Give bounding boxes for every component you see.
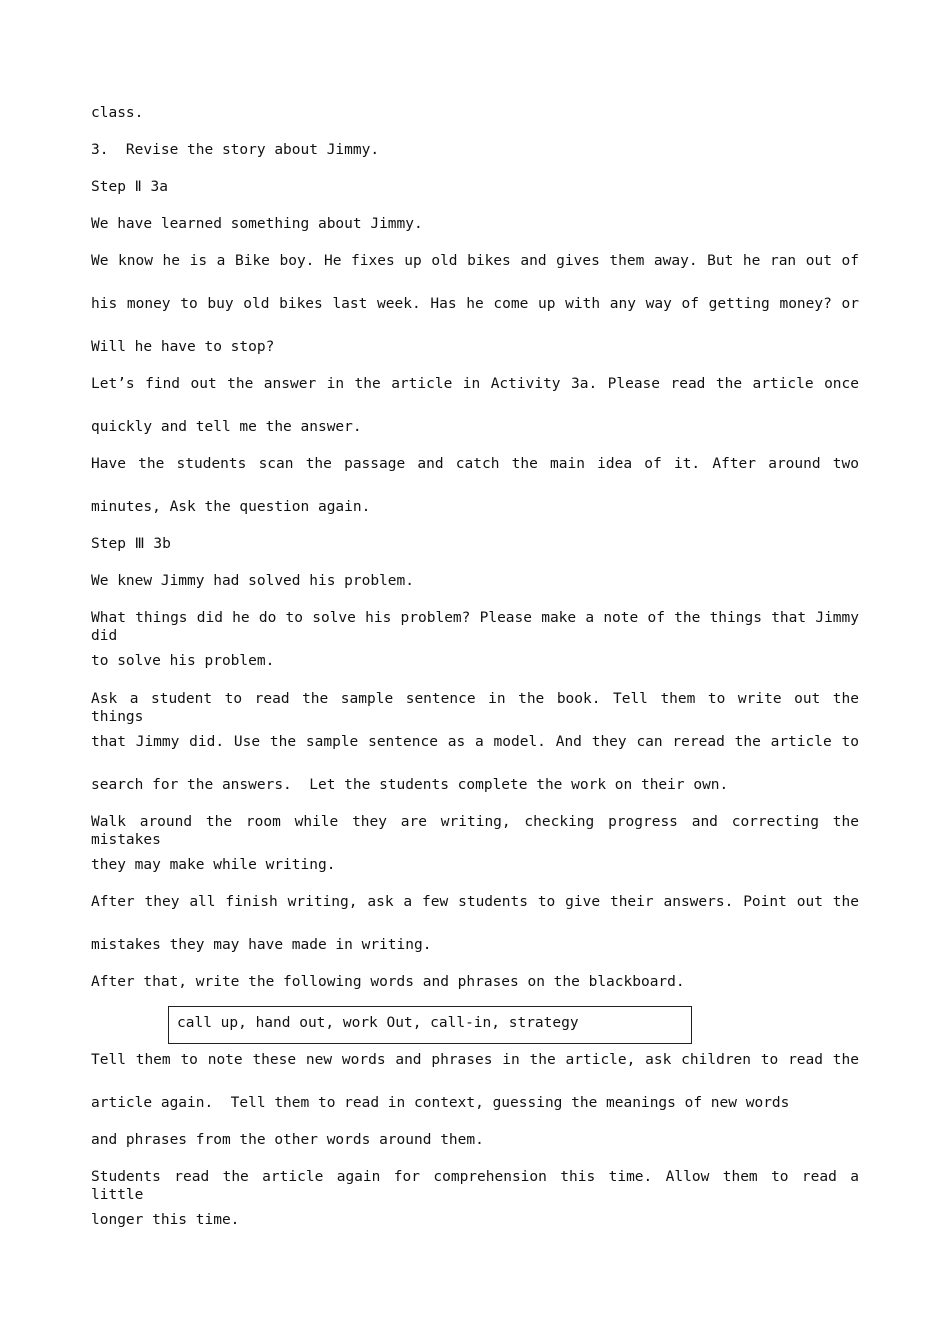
text-line: to solve his problem. bbox=[91, 653, 275, 669]
phrases-box bbox=[168, 1006, 692, 1044]
text-line: We know he is a Bike boy. He fixes up old bikes and gives them away. But he ran out of bbox=[91, 253, 859, 269]
text-line: longer this time. bbox=[91, 1212, 240, 1228]
text-line: What things did he do to solve his problem? Please make a note of the things that Jimmy did bbox=[91, 610, 859, 644]
text-line: Ask a student to read the sample sentence in the book. Tell them to write out the things bbox=[91, 691, 859, 725]
text-line: Let’s find out the answer in the article in Activity 3a. Please read the article once bbox=[91, 376, 859, 392]
text-line: After they all finish writing, ask a few students to give their answers. Point out the bbox=[91, 894, 859, 910]
text-line: that Jimmy did. Use the sample sentence as a model. And they can reread the article to bbox=[91, 734, 859, 750]
text-line: We have learned something about Jimmy. bbox=[91, 216, 423, 232]
text-line: Have the students scan the passage and catch the main idea of it. After around two bbox=[91, 456, 859, 472]
text-line: 3. Revise the story about Jimmy. bbox=[91, 142, 380, 158]
text-line: Will he have to stop? bbox=[91, 339, 275, 355]
step-heading: Step Ⅲ 3b bbox=[91, 536, 171, 552]
text-line: quickly and tell me the answer. bbox=[91, 419, 362, 435]
text-line: minutes, Ask the question again. bbox=[91, 499, 371, 515]
text-line: and phrases from the other words around them. bbox=[91, 1132, 484, 1148]
text-line: After that, write the following words and phrases on the blackboard. bbox=[91, 974, 685, 990]
text-line: Students read the article again for comprehension this time. Allow them to read a little bbox=[91, 1169, 859, 1203]
step-heading: Step Ⅱ 3a bbox=[91, 179, 168, 195]
text-line: search for the answers. Let the students complete the work on their own. bbox=[91, 777, 729, 793]
text-line: his money to buy old bikes last week. Has he come up with any way of getting money? or bbox=[91, 296, 859, 312]
text-line: Tell them to note these new words and phrases in the article, ask children to read the bbox=[91, 1052, 859, 1068]
text-line: article again. Tell them to read in context, guessing the meanings of new words bbox=[91, 1095, 790, 1111]
text-line: they may make while writing. bbox=[91, 857, 336, 873]
phrases-box-text: call up, hand out, work Out, call-in, strategy bbox=[177, 1015, 579, 1031]
text-line: We knew Jimmy had solved his problem. bbox=[91, 573, 415, 589]
text-line: mistakes they may have made in writing. bbox=[91, 937, 432, 953]
text-line: Walk around the room while they are writing, checking progress and correcting the mistakes bbox=[91, 814, 859, 848]
text-line: class. bbox=[91, 105, 144, 121]
